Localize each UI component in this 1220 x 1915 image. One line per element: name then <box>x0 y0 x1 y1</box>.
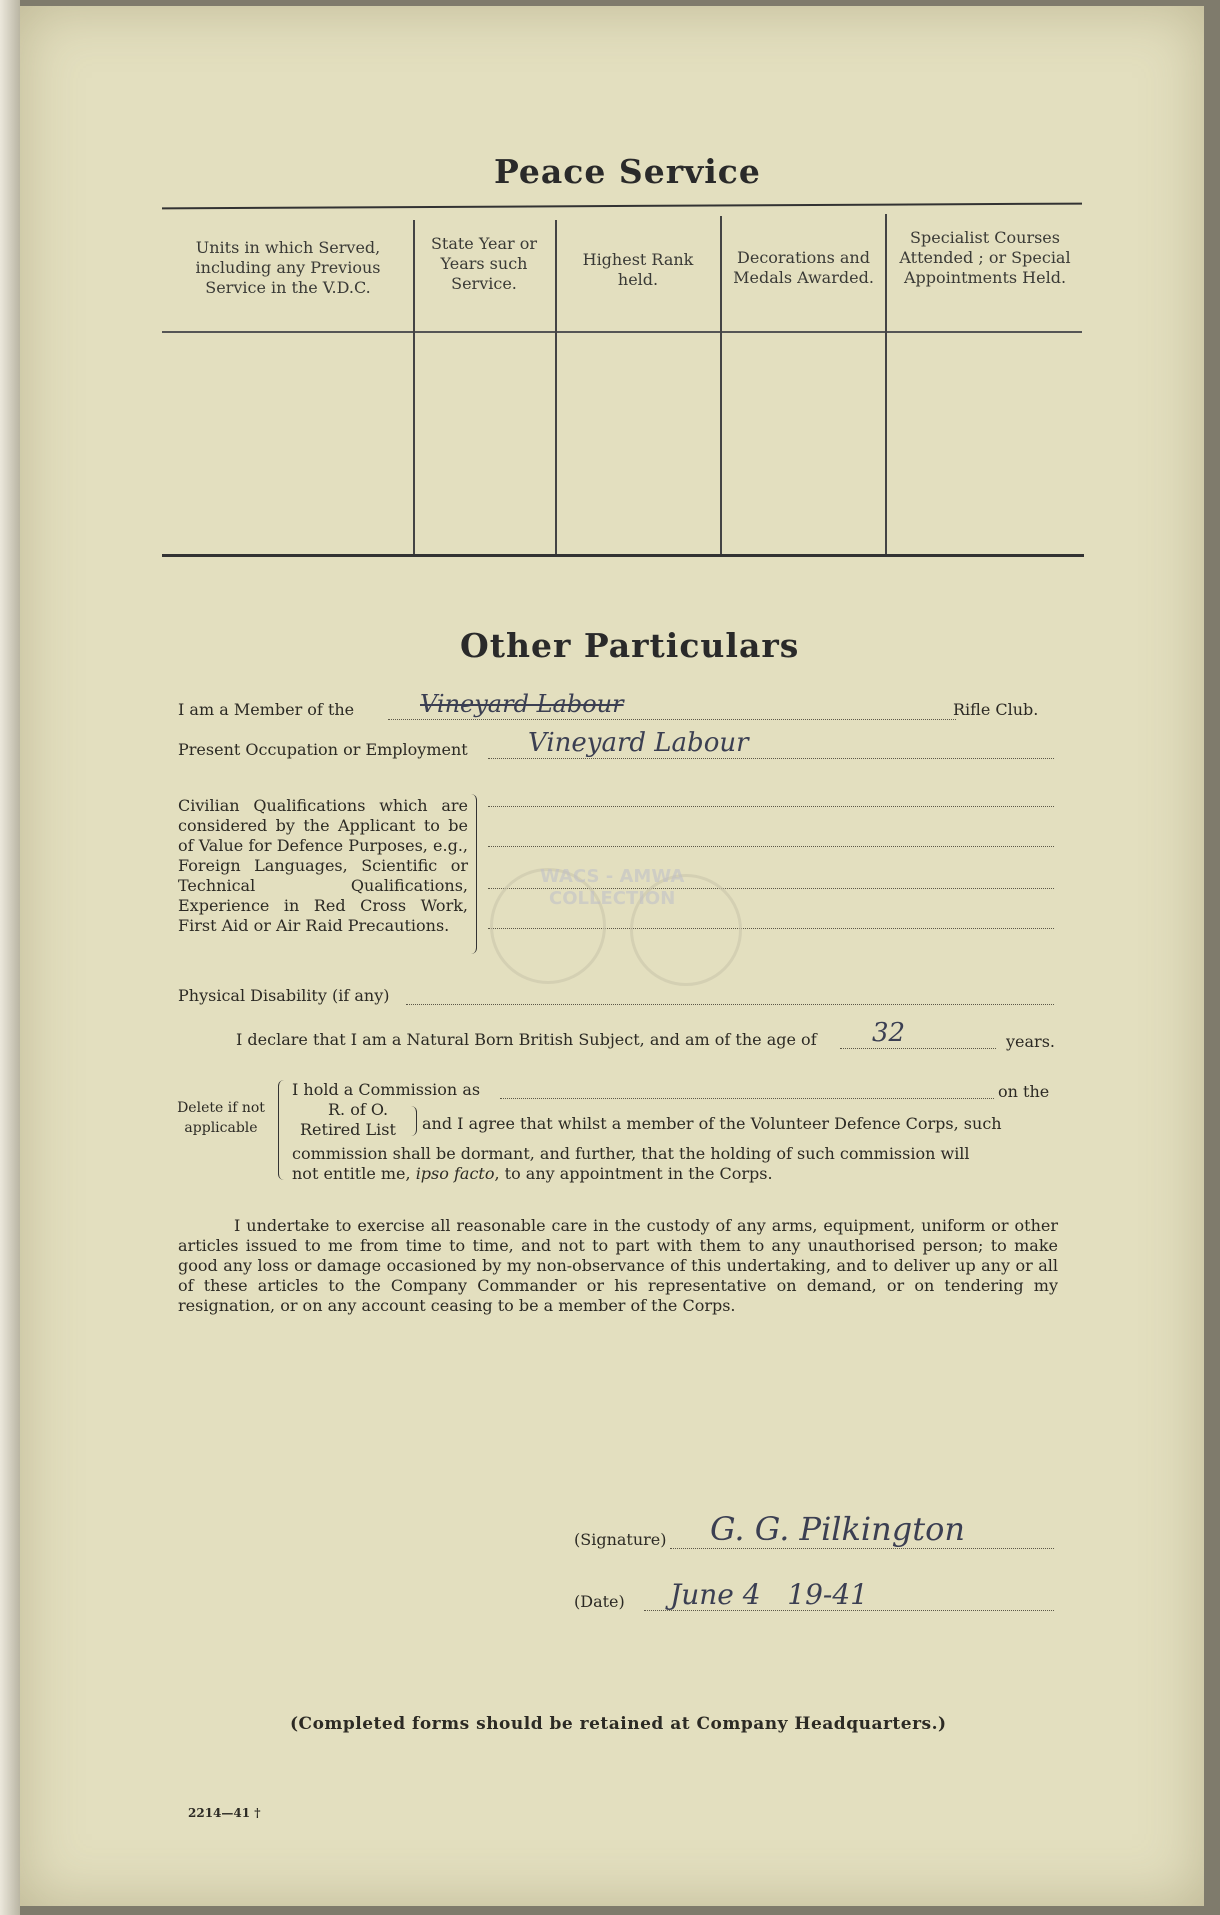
occupation-value: Vineyard Labour <box>528 728 749 758</box>
signature-value: G. G. Pilkington <box>710 1510 965 1548</box>
declare-label: I declare that I am a Natural Born British Subject, and am of the age of <box>236 1030 817 1049</box>
col-header-units: Units in which Served, including any Previous Service in the V.D.C. <box>195 238 381 297</box>
member-value-struck: Vineyard Labour <box>420 690 624 718</box>
retired-list: Retired List <box>300 1120 396 1139</box>
qualifications-label: Civilian Qualifications which are considered by the Applicant to be of Value for Defence Purposes, e.g., Foreign Languages, Scientific or Technical Qualifications, Experience in Red Cross Work, First Aid or Air Raid Precautions. <box>178 796 468 935</box>
page-edge <box>0 0 20 1915</box>
occupation-line <box>488 758 1054 759</box>
disability-line <box>406 1004 1054 1005</box>
date-label: (Date) <box>574 1592 625 1611</box>
form-number: 2214—41 † <box>188 1806 261 1820</box>
commission-rest3-post: , to any appointment in the Corps. <box>494 1164 773 1183</box>
col-header-years: State Year or Years such Service. <box>430 234 538 293</box>
table-top-rule <box>162 203 1082 210</box>
table-divider <box>885 214 887 554</box>
commission-rest3 <box>292 1164 773 1184</box>
other-particulars-title: Other Particulars <box>460 626 800 665</box>
form-sheet <box>20 6 1204 1906</box>
qualifications-line <box>488 806 1054 807</box>
col-header-decorations: Decorations and Medals Awarded. <box>733 248 874 287</box>
footer-note: (Completed forms should be retained at Company Headquarters.) <box>290 1714 947 1734</box>
table-divider <box>555 220 557 554</box>
commission-rest3-pre: not entitle me, <box>292 1164 416 1183</box>
commission-on-the: on the <box>998 1082 1050 1101</box>
col-header-specialist: Specialist Courses Attended ; or Special Appointments Held. <box>899 228 1071 287</box>
qualifications-line <box>488 846 1054 847</box>
commission-line1: I hold a Commission as <box>292 1080 481 1099</box>
qualifications-brace <box>466 794 477 954</box>
table-divider <box>720 216 722 554</box>
table-bottom-rule <box>162 554 1084 557</box>
date-value: June 4 19-41 <box>670 1578 868 1611</box>
r-of-o: R. of O. <box>328 1100 389 1119</box>
commission-rest3-italic: ipso facto <box>415 1164 495 1183</box>
signature-label: (Signature) <box>574 1530 667 1549</box>
table-header-rule <box>162 331 1082 333</box>
peace-service-title: Peace Service <box>494 152 761 191</box>
member-line <box>388 719 956 720</box>
commission-rest2: commission shall be dormant, and further, that the holding of such commission will <box>292 1144 970 1163</box>
col-header-rank: Highest Rank held. <box>582 250 694 289</box>
disability-label: Physical Disability (if any) <box>178 986 390 1005</box>
age-value: 32 <box>872 1018 906 1048</box>
commission-rest1: and I agree that whilst a member of the Volunteer Defence Corps, such <box>422 1114 1002 1133</box>
table-divider <box>413 220 415 554</box>
rank-brace <box>410 1106 417 1136</box>
undertake-paragraph: I undertake to exercise all reasonable care in the custody of any arms, equipment, uniform or other articles issued to me from time to time, and not to part with them to any unauthorised person; to make good any loss or damage occasioned by my non-observance of this undertaking, and to deliver up any or all of these articles to the Company Commander or his representative on demand, or on tendering my resignation, or on any account ceasing to be a member of the Corps. <box>178 1216 1058 1315</box>
member-label: I am a Member of the <box>178 700 355 719</box>
commission-line <box>500 1098 994 1099</box>
watermark-line: COLLECTION <box>549 888 676 909</box>
watermark-text <box>540 866 684 910</box>
years-label: years. <box>1006 1032 1055 1051</box>
member-suffix: Rifle Club. <box>953 700 1039 719</box>
signature-line <box>670 1548 1054 1549</box>
age-line <box>840 1048 996 1049</box>
delete-label: Delete if not applicable <box>177 1100 265 1136</box>
occupation-label: Present Occupation or Employment <box>178 740 468 759</box>
commission-brace <box>278 1080 287 1180</box>
watermark-line: WACS - AMWA <box>540 866 685 887</box>
